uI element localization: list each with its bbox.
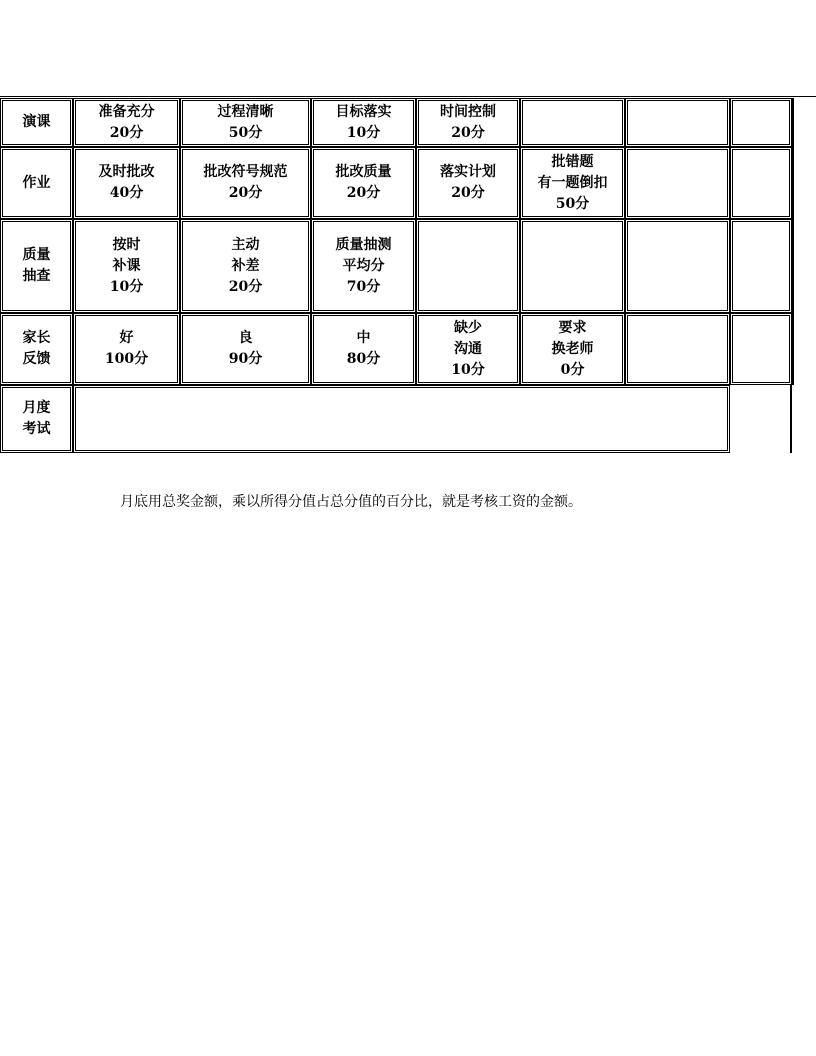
row-label-line: 家长 — [22, 330, 51, 346]
score-cell-line: 批改质量 — [335, 164, 392, 180]
empty-cell — [520, 98, 625, 147]
score-cell — [180, 219, 311, 313]
assessment-table-body — [0, 98, 794, 453]
score-cell-line: 10分 — [109, 278, 144, 295]
score-cell-line: 50分 — [555, 195, 590, 212]
score-cell-line: 缺少 — [454, 319, 482, 336]
row-label-line: 抽查 — [22, 268, 51, 284]
table-row — [0, 147, 794, 219]
merged-cell — [73, 385, 730, 453]
score-cell-line: 沟通 — [454, 340, 482, 357]
table-row — [0, 313, 794, 385]
empty-cell — [625, 147, 730, 219]
score-cell-line: 质量抽测 — [335, 236, 392, 253]
score-cell — [73, 313, 180, 385]
score-cell-line: 要求 — [558, 319, 587, 336]
score-cell-line: 80分 — [346, 351, 381, 367]
score-cell — [520, 147, 625, 219]
score-cell — [416, 98, 520, 147]
score-cell-line: 补课 — [112, 257, 141, 274]
score-cell-line: 20分 — [228, 278, 263, 295]
score-cell-line: 及时批改 — [98, 164, 155, 180]
row-label — [0, 147, 73, 219]
score-cell-line: 平均分 — [342, 257, 385, 274]
empty-cell — [730, 98, 792, 147]
empty-cell — [625, 219, 730, 313]
score-cell — [180, 98, 311, 147]
footer-note: 月底用总奖金额，乘以所得分值占总分值的百分比，就是考核工资的金额。 — [120, 494, 582, 510]
table-edge — [792, 147, 794, 219]
score-cell-line: 50分 — [228, 124, 263, 141]
score-cell — [311, 219, 416, 313]
score-cell-line: 过程清晰 — [217, 103, 274, 120]
score-cell-line: 90分 — [228, 351, 263, 367]
table-edge — [792, 313, 794, 385]
row-label — [0, 98, 73, 147]
score-cell — [73, 147, 180, 219]
table-row — [0, 385, 794, 453]
score-cell-line: 好 — [119, 330, 134, 346]
score-cell-line: 70分 — [346, 278, 381, 295]
score-cell — [73, 98, 180, 147]
score-cell-line: 中 — [356, 330, 371, 346]
assessment-table — [0, 98, 794, 453]
score-cell-line: 准备充分 — [98, 103, 155, 120]
table-edge — [730, 385, 792, 453]
score-cell — [180, 313, 311, 385]
score-cell — [311, 313, 416, 385]
score-cell-line: 10分 — [451, 361, 485, 378]
score-cell-line: 批错题 — [551, 153, 594, 170]
score-cell-line: 10分 — [346, 124, 381, 141]
score-cell — [180, 147, 311, 219]
score-cell-line: 目标落实 — [335, 103, 392, 120]
score-cell-line: 时间控制 — [440, 103, 496, 120]
empty-cell — [730, 147, 792, 219]
score-cell-line: 良 — [238, 330, 253, 346]
row-label — [0, 385, 73, 453]
score-cell-line: 40分 — [109, 185, 144, 201]
row-label-line: 月度 — [22, 400, 51, 416]
table-edge — [792, 98, 794, 147]
row-label-line: 反馈 — [22, 351, 51, 367]
score-cell-line: 20分 — [451, 124, 485, 141]
score-cell-line: 批改符号规范 — [203, 164, 288, 180]
score-cell — [311, 147, 416, 219]
score-cell-line: 20分 — [109, 124, 144, 141]
row-label-line: 作业 — [22, 174, 51, 191]
score-cell-line: 落实计划 — [440, 164, 496, 180]
row-label-line: 演课 — [22, 114, 51, 130]
score-cell — [520, 313, 625, 385]
score-cell-line: 20分 — [228, 185, 263, 201]
row-label-line: 考试 — [22, 421, 51, 437]
score-cell — [416, 313, 520, 385]
score-cell-line: 0分 — [560, 361, 585, 378]
score-cell-line: 有一题倒扣 — [537, 174, 608, 191]
empty-cell — [625, 98, 730, 147]
score-cell-line: 换老师 — [551, 340, 594, 357]
table-row — [0, 98, 794, 147]
row-label-line: 质量 — [22, 247, 51, 263]
score-cell-line: 按时 — [112, 236, 141, 253]
score-cell-line: 100分 — [104, 351, 149, 367]
empty-cell — [520, 219, 625, 313]
table-row — [0, 219, 794, 313]
table-edge — [792, 219, 794, 313]
score-cell-line: 20分 — [451, 185, 485, 201]
empty-cell — [625, 313, 730, 385]
score-cell-line: 补差 — [231, 257, 260, 274]
row-label — [0, 313, 73, 385]
empty-cell — [416, 219, 520, 313]
row-label — [0, 219, 73, 313]
score-cell-line: 主动 — [231, 236, 260, 253]
empty-cell — [730, 313, 792, 385]
score-cell — [73, 219, 180, 313]
score-cell — [311, 98, 416, 147]
top-rule — [0, 96, 816, 97]
empty-cell — [730, 219, 792, 313]
score-cell-line: 20分 — [346, 185, 381, 201]
score-cell — [416, 147, 520, 219]
